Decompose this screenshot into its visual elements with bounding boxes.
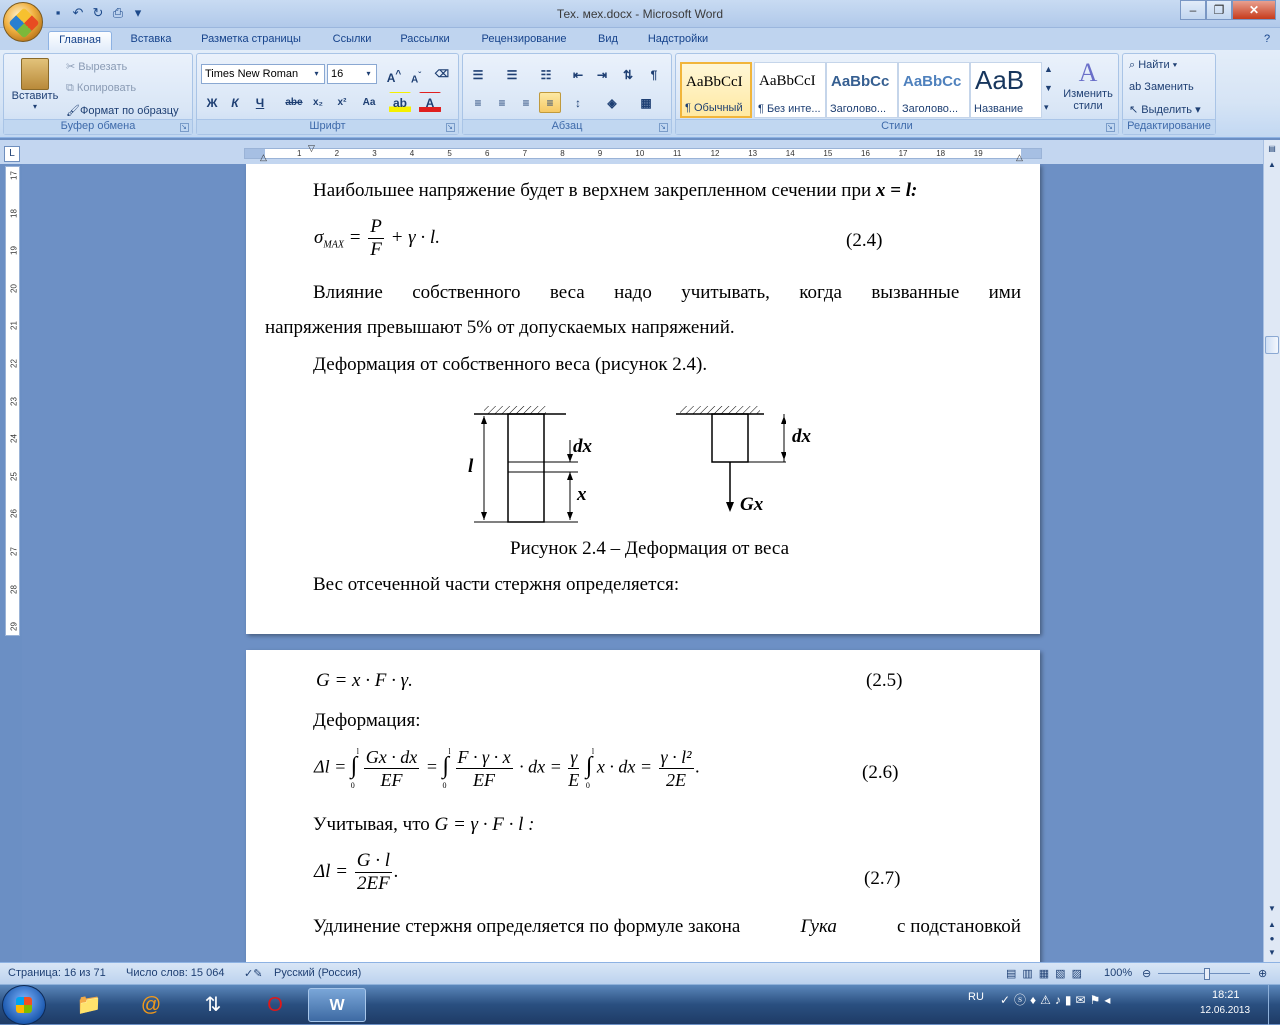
qat-dropdown-icon[interactable]: ▾	[134, 5, 142, 20]
equation-2-6: Δl = ∫ l 0 $\frac{Gx \cdot dx}{EF}$ = ∫ l 0 $\frac{F \cdot \gamma \cdot x}{EF}$ · dx = $\frac{\gamma}{E}$ ∫ l 0 x · dx = $\frac{\text{γ · l²}}{2E}$ .	[314, 746, 701, 790]
eq26-den-3: E	[568, 770, 580, 790]
editing-group-label: Редактирование	[1123, 119, 1215, 134]
close-button[interactable]: ✕	[1232, 0, 1276, 20]
ruler-number: 12	[710, 149, 720, 158]
spellcheck-icon[interactable]: ✓✎	[244, 968, 263, 980]
vruler-number: 24	[9, 434, 19, 444]
fig-label-x: x	[577, 484, 587, 505]
figure-caption: Рисунок 2.4 – Деформация от веса	[510, 538, 790, 559]
equation-2-4-number: (2.4)	[846, 230, 883, 251]
tab-selector-button[interactable]: L	[4, 146, 20, 162]
ruler-number: 8	[560, 149, 565, 158]
clipboard-group-label: Буфер обмена	[4, 119, 192, 134]
integral-3-bottom: 0	[585, 780, 590, 790]
print-icon[interactable]: ⎙	[112, 5, 124, 20]
vruler-number: 21	[9, 321, 19, 331]
bold-button[interactable]: Ж	[206, 96, 218, 110]
bullets-icon[interactable]: ☰	[472, 68, 484, 82]
fig-label-gx: Gx	[740, 494, 764, 515]
cursor-icon: ↖	[1129, 104, 1142, 116]
paragraph-6-text: Учитывая, что	[313, 814, 430, 835]
style-sample: AaBbCc	[831, 73, 890, 90]
paragraph-2-line-2: напряжения превышают 5% от допускаемых напряжений.	[265, 317, 735, 338]
tab-addins[interactable]: Надстройки	[647, 33, 709, 45]
redo-icon[interactable]: ↻	[92, 5, 104, 20]
copy-button[interactable]	[66, 82, 136, 95]
page-2[interactable]	[246, 650, 1040, 962]
borders-icon[interactable]: ▦	[640, 96, 652, 110]
paragraph-2-line-1: Влияние собственного веса надо учитывать, когда вызванные ими	[313, 282, 1021, 303]
copy-icon: ⧉	[66, 82, 77, 94]
brush-icon: 🖌	[66, 105, 80, 117]
zoom-out-icon[interactable]: ⊖	[1142, 968, 1152, 980]
word-count-status[interactable]: Число слов: 15 064	[126, 967, 225, 979]
style-sample: AaBbCcI	[686, 74, 743, 90]
ruler-number: 19	[973, 149, 983, 158]
vertical-ruler	[5, 166, 20, 636]
eq27-fraction	[355, 850, 392, 895]
explorer-icon[interactable]: 📁	[76, 994, 102, 1016]
ruler-number: 16	[861, 149, 870, 158]
vertical-scrollbar[interactable]	[1263, 140, 1280, 962]
eq26-den-2: EF	[473, 770, 496, 790]
shrink-font-button[interactable]: $A^ˇ$	[410, 70, 421, 86]
find-label: Найти	[1138, 59, 1170, 71]
paste-button[interactable]	[10, 58, 60, 118]
eq26-after: x · dx =	[596, 756, 653, 777]
font-size-value: 16	[331, 68, 344, 80]
maximize-button[interactable]: ❐	[1206, 0, 1232, 20]
multilevel-list-icon[interactable]: ☷	[540, 68, 552, 82]
fig-label-dx-right: dx	[792, 426, 811, 447]
styles-group	[675, 53, 1119, 135]
ruler-number: 14	[785, 149, 795, 158]
binoculars-icon: ⌕	[1129, 59, 1139, 71]
ruler-number: 15	[823, 149, 833, 158]
style-sample: AaB	[975, 65, 1025, 95]
integral-3: ∫ l 0	[585, 746, 595, 790]
numbering-icon[interactable]: ☰	[506, 68, 518, 82]
font-name-value: Times New Roman	[205, 68, 299, 80]
eq26-frac-4	[659, 746, 694, 791]
gx-arrow-icon	[726, 502, 734, 512]
paragraph-group-label: Абзац	[463, 119, 671, 134]
integral-1: ∫ l 0	[350, 746, 359, 790]
style-name: Заголово...	[830, 103, 887, 115]
styles-scroll-icon[interactable]: ▲ ▼ ▾	[1044, 64, 1053, 112]
fig-label-dx: dx	[573, 436, 592, 457]
left-indent-icon[interactable]: △	[260, 152, 267, 162]
vruler-number: 20	[9, 283, 19, 293]
page-count-status[interactable]: Страница: 16 из 71	[8, 967, 106, 979]
word-taskbar-icon[interactable]: W	[308, 988, 366, 1022]
vruler-number: 25	[9, 471, 19, 481]
paragraph-6-equation: G = γ · F · l :	[434, 814, 535, 835]
vruler-number: 19	[9, 246, 19, 256]
change-styles-label: Изменить стили	[1063, 88, 1113, 112]
paste-label: Вставить	[11, 90, 59, 102]
integral-1-top: l	[356, 746, 359, 756]
replace-icon: ab	[1129, 81, 1145, 93]
style-name: ¶ Обычный	[685, 102, 743, 114]
zoom-level[interactable]: 100%	[1104, 967, 1133, 979]
language-status[interactable]: Русский (Россия)	[274, 967, 362, 979]
find-button[interactable]: ⌕ Найти ▾	[1129, 59, 1178, 71]
style-heading2[interactable]	[898, 62, 970, 118]
ruler-right-margin	[1021, 149, 1041, 158]
ruler-number: 1	[297, 149, 302, 158]
align-right-icon[interactable]: ≡	[522, 96, 530, 110]
subscript-button[interactable]: x₂	[312, 97, 323, 108]
font-size-dropdown-icon[interactable]: ▾	[366, 69, 371, 78]
integral-1-bottom: 0	[350, 780, 355, 790]
highlight-icon[interactable]: ab	[389, 92, 411, 113]
paragraph-7-end: с подстановкой	[897, 916, 1021, 937]
ruler-track[interactable]	[244, 148, 1042, 159]
paste-dropdown-icon: ▾	[32, 102, 37, 111]
show-marks-icon[interactable]: ¶	[650, 68, 658, 82]
style-sample: AaBbCcI	[759, 73, 816, 89]
grow-font-button[interactable]: A^	[386, 69, 402, 85]
tray-icons[interactable]: ✓ⓢ♦⚠♪▮✉⚑◂	[1000, 993, 1115, 1007]
ruler-number: 3	[372, 149, 377, 158]
ruler-number: 6	[485, 149, 490, 158]
paste-icon	[21, 58, 49, 90]
strikethrough-button[interactable]: abe	[285, 97, 303, 108]
tab-view[interactable]: Вид	[598, 33, 618, 45]
eq26-lhs: Δl =	[314, 756, 347, 777]
ribbon	[0, 50, 1280, 138]
right-rod-piece	[712, 414, 748, 462]
tab-insert[interactable]: Вставка	[130, 33, 172, 45]
format-painter-label: Формат по образцу	[79, 105, 179, 117]
equation-2-5-number: (2.5)	[866, 670, 903, 691]
eq24-sigma: σ	[314, 226, 324, 248]
font-group	[196, 53, 459, 135]
eq26-frac-3	[568, 746, 579, 791]
paragraph-1-variable: x = l:	[875, 180, 918, 201]
eq26-num-1: Gx · dx	[365, 747, 418, 767]
next-page-icon[interactable]: ▼	[1268, 948, 1276, 957]
input-language[interactable]: RU	[968, 991, 984, 1003]
title-bar	[0, 0, 1280, 28]
mail-agent-icon[interactable]: @	[140, 994, 162, 1016]
figure-2-4	[466, 400, 786, 530]
paragraph-1	[313, 180, 917, 202]
eq24-rest: + γ · l.	[390, 226, 440, 248]
eq24-sub: MAX	[323, 239, 344, 251]
right-indent-icon[interactable]: △	[1016, 152, 1023, 162]
paragraph-7	[313, 916, 1021, 938]
equation-2-4: $\sigma_{MAX}$ = $\frac{P}{F}$ + γ · l.	[314, 216, 440, 260]
equation-2-5: G = x · F · γ.	[316, 670, 413, 691]
decrease-indent-icon[interactable]: ⇤	[572, 68, 584, 82]
change-case-button[interactable]: Aa	[362, 97, 376, 108]
ruler-number: 4	[409, 149, 415, 158]
eq27-lhs: Δl =	[314, 860, 349, 882]
line-spacing-icon[interactable]: ↕	[575, 96, 581, 110]
paragraph-1-text: Наибольшее напряжение будет в верхнем закрепленном сечении при	[313, 180, 872, 201]
eq26-num-2: F · γ · x	[457, 747, 511, 767]
styles-launcher-icon[interactable]: ↘	[1106, 123, 1115, 132]
font-name-dropdown-icon[interactable]: ▾	[314, 69, 319, 78]
network-app-icon[interactable]: ⇅	[204, 994, 222, 1016]
ruler-number: 2	[334, 149, 340, 158]
sort-icon[interactable]: ⇅	[622, 68, 634, 82]
paragraph-launcher-icon[interactable]: ↘	[659, 123, 668, 132]
shading-icon[interactable]: ◈	[607, 96, 617, 110]
justify-icon[interactable]: ≡	[539, 92, 561, 113]
scissors-icon: ✂	[66, 61, 79, 73]
replace-button[interactable]	[1129, 81, 1194, 93]
paragraph-3: Деформация от собственного веса (рисунок 2.4).	[313, 354, 708, 375]
document-area	[22, 164, 1262, 962]
font-color-icon[interactable]: A	[419, 92, 441, 113]
change-styles-icon: A	[1078, 58, 1098, 87]
style-title[interactable]	[970, 62, 1042, 118]
style-name: ¶ Без инте...	[758, 103, 821, 115]
start-button[interactable]	[2, 985, 46, 1025]
window-title: Тех. мех.docx - Microsoft Word	[556, 7, 724, 21]
integral-2: ∫ l 0	[442, 746, 451, 790]
tab-references[interactable]: Ссылки	[332, 33, 372, 45]
zoom-slider-thumb[interactable]	[1204, 968, 1210, 980]
eq26-frac-2	[456, 746, 513, 791]
vruler-number: 22	[9, 359, 19, 368]
eq27-num: G · l	[356, 850, 391, 871]
left-rod	[508, 414, 544, 522]
fig-label-l: l	[468, 456, 474, 477]
scroll-down-icon[interactable]: ▼	[1268, 904, 1276, 913]
equation-2-7-number: (2.7)	[864, 868, 901, 889]
save-icon[interactable]: ▪	[55, 5, 61, 20]
eq24-fraction	[368, 216, 384, 261]
equation-2-6-number: (2.6)	[862, 762, 899, 783]
increase-indent-icon[interactable]: ⇥	[596, 68, 608, 82]
office-button[interactable]	[3, 2, 43, 42]
vruler-number: 28	[9, 584, 19, 594]
change-styles-button[interactable]	[1060, 58, 1116, 112]
cut-button[interactable]	[66, 60, 127, 73]
integral-2-bottom: 0	[442, 780, 447, 790]
ribbon-tabs	[0, 28, 1280, 50]
italic-button[interactable]: К	[231, 96, 239, 110]
clipboard-launcher-icon[interactable]: ↘	[180, 123, 189, 132]
opera-icon[interactable]: O	[267, 994, 283, 1016]
eq26-frac-1	[364, 746, 419, 791]
eq27-den: 2EF	[357, 873, 390, 894]
status-bar	[0, 962, 1280, 984]
ruler-number: 9	[597, 149, 603, 158]
vruler-number: 17	[9, 171, 19, 180]
copy-label: Копировать	[76, 82, 137, 94]
page-1[interactable]	[246, 164, 1040, 634]
style-name: Название	[974, 103, 1024, 115]
integral-3-top: l	[591, 746, 595, 756]
paragraph-5: Деформация:	[313, 710, 421, 731]
tab-page-layout[interactable]: Разметка страницы	[201, 33, 301, 45]
paragraph-4: Вес отсеченной части стержня определяется:	[313, 574, 680, 595]
minimize-button[interactable]: –	[1180, 0, 1206, 20]
integral-2-top: l	[448, 746, 451, 756]
taskbar	[0, 984, 1280, 1024]
scroll-up-icon[interactable]: ▲	[1268, 160, 1276, 169]
view-ruler-icon[interactable]: ▤	[1268, 144, 1276, 153]
superscript-button[interactable]: x²	[337, 97, 347, 108]
prev-page-icon[interactable]: ▲	[1268, 920, 1276, 929]
style-normal[interactable]	[680, 62, 752, 118]
browse-object-icon[interactable]: ●	[1269, 934, 1275, 943]
style-no-spacing[interactable]	[754, 62, 826, 118]
windows-logo-icon	[16, 997, 32, 1013]
ruler-number: 18	[936, 149, 946, 158]
left-support-hatch	[484, 406, 546, 414]
scroll-thumb[interactable]	[1265, 336, 1279, 354]
show-desktop-button[interactable]	[1268, 985, 1280, 1025]
eq24-num: P	[370, 216, 382, 237]
zoom-in-icon[interactable]: ⊕	[1258, 968, 1268, 980]
vruler-number: 23	[9, 396, 19, 406]
paragraph-group	[462, 53, 672, 135]
office-logo-icon	[8, 7, 39, 38]
align-center-icon[interactable]: ≡	[498, 96, 506, 110]
eq26-num-3: γ	[570, 747, 578, 767]
style-sample: AaBbCc	[903, 73, 962, 90]
equation-2-7: Δl = $\frac{G \cdot l}{2EF}$ .	[314, 850, 399, 894]
vruler-number: 27	[9, 547, 19, 556]
vruler-number: 26	[9, 509, 19, 519]
right-support-hatch	[680, 406, 760, 414]
eq26-num-4: γ · l²	[660, 747, 692, 767]
font-launcher-icon[interactable]: ↘	[446, 123, 455, 132]
align-left-icon[interactable]: ≡	[474, 96, 482, 110]
first-line-indent-icon[interactable]: ▽	[308, 143, 315, 153]
cut-label: Вырезать	[78, 61, 128, 73]
undo-icon[interactable]: ↶	[72, 5, 84, 20]
replace-label: Заменить	[1144, 81, 1194, 93]
clipboard-group	[3, 53, 193, 135]
tab-mailings[interactable]: Рассылки	[400, 33, 450, 45]
eq24-den: F	[370, 239, 382, 260]
format-painter-button[interactable]	[66, 104, 179, 117]
view-buttons-icon[interactable]: ▤▥▦▧▨	[1006, 968, 1088, 980]
paragraph-7-name: Гука	[800, 916, 837, 937]
font-size-combo[interactable]	[327, 64, 377, 84]
tab-review[interactable]: Рецензирование	[481, 33, 567, 45]
styles-group-label: Стили	[676, 119, 1118, 134]
style-name: Заголово...	[902, 103, 959, 115]
underline-button[interactable]: Ч	[255, 96, 265, 110]
paragraph-6	[313, 814, 535, 836]
vruler-number: 18	[9, 208, 19, 218]
window-controls	[1180, 0, 1276, 20]
tab-home[interactable]: Главная	[48, 31, 112, 50]
style-heading1[interactable]	[826, 62, 898, 118]
clock-time[interactable]: 18:21	[1212, 989, 1240, 1001]
ruler-number: 5	[447, 149, 452, 158]
help-icon[interactable]: ?	[1263, 33, 1271, 45]
paragraph-7-text: Удлинение стержня определяется по формуле закона	[313, 916, 741, 937]
eq26-middle: · dx =	[519, 756, 562, 777]
ruler-number: 10	[635, 149, 645, 158]
editing-group	[1122, 53, 1216, 135]
font-group-label: Шрифт	[197, 119, 458, 134]
select-label: Выделить	[1141, 104, 1193, 116]
ruler-number: 17	[898, 149, 908, 158]
clock-date[interactable]: 12.06.2013	[1200, 1005, 1251, 1016]
ruler-number: 11	[673, 149, 682, 158]
select-button[interactable]: ↖ Выделить ▾	[1129, 104, 1201, 116]
font-name-combo[interactable]	[201, 64, 325, 84]
horizontal-ruler	[0, 140, 1280, 164]
ruler-number: 13	[748, 149, 758, 158]
eq26-den-4: 2E	[666, 770, 687, 790]
clear-format-button[interactable]: ⌫	[434, 69, 450, 80]
eq26-den-1: EF	[380, 770, 403, 790]
vruler-number: 29	[9, 622, 19, 632]
ruler-number: 7	[522, 149, 528, 158]
